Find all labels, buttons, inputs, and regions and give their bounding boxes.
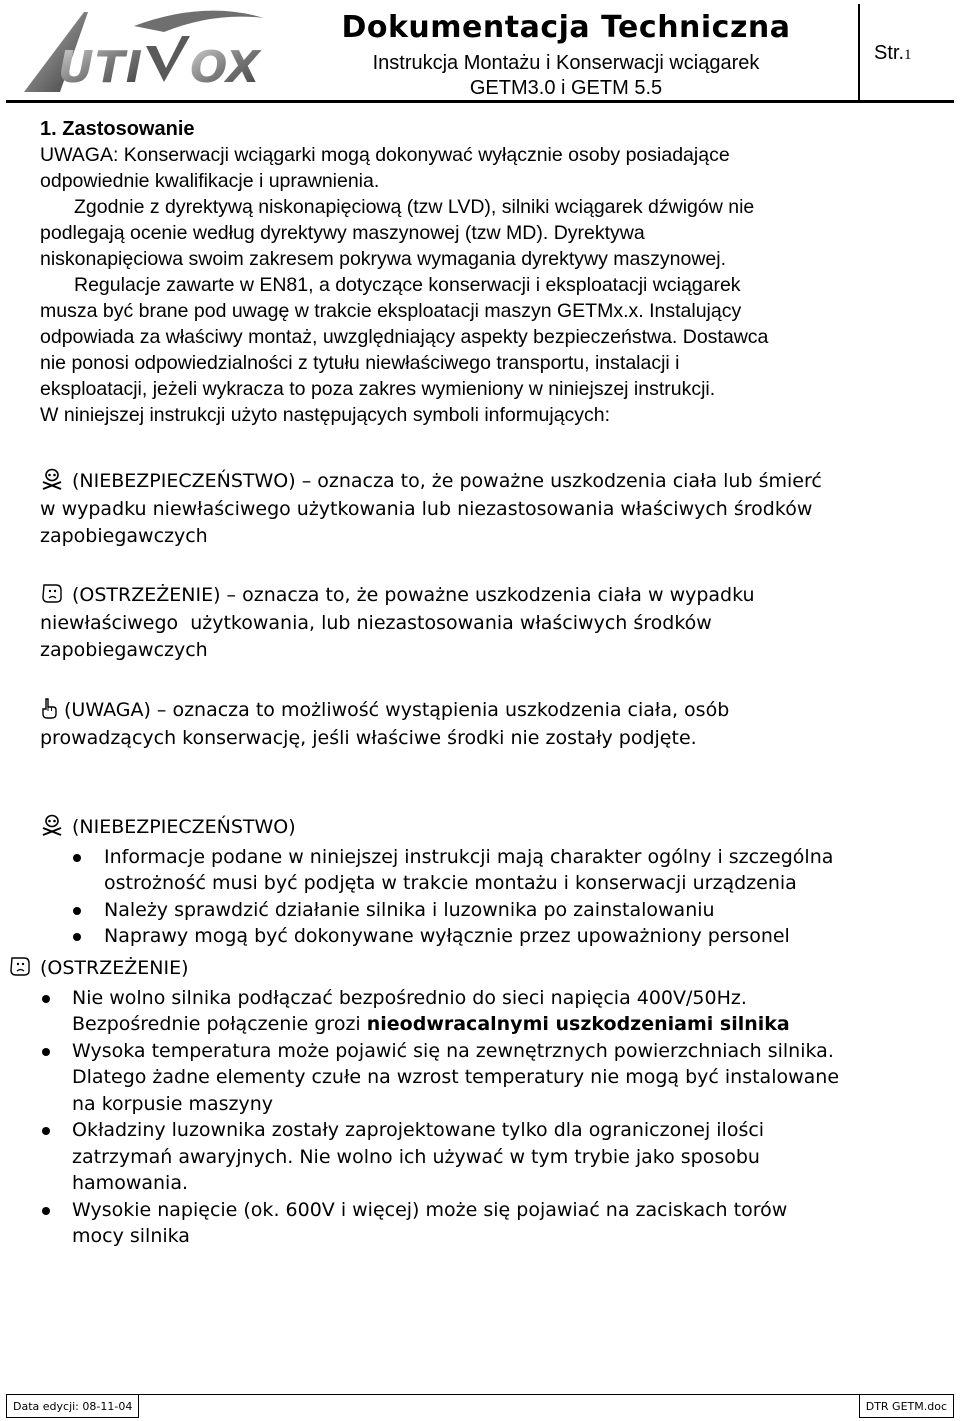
- bullet-line: Naprawy mogą być dokonywane wyłącznie przez upoważniony personel: [104, 925, 790, 947]
- bullet-line: Okładziny luzownika zostały zaprojektowane tylko dla ograniczonej ilości: [72, 1119, 765, 1141]
- warning-definition-line: zapobiegawczych: [40, 639, 208, 661]
- bullet-line: Nie wolno silnika podłączać bezpośrednio do sieci napięcia 400V/50Hz.: [72, 986, 747, 1009]
- list-item: [40, 923, 950, 950]
- bullet-line: zatrzymań awaryjnych. Nie wolno ich używać w tym trybie jako sposobu: [72, 1145, 760, 1168]
- bullet-dot: [42, 995, 50, 1003]
- bullet-text: Bezpośrednie połączenie grozi: [72, 1013, 367, 1035]
- bullet-dot: [73, 854, 81, 862]
- section-zastosowanie: [40, 116, 950, 428]
- intro-line: odpowiednie kwalifikacje i uprawnienia.: [40, 170, 380, 192]
- bullet-line: Wysokie napięcie (ok. 600V i więcej) może się pojawiać na zaciskach torów: [72, 1198, 788, 1221]
- body-line: W niniejszej instrukcji użyto następujących symboli informujących:: [40, 404, 611, 426]
- bullet-line: ostrożność musi być podjęta w trakcie montażu i konserwacji urządzenia: [104, 872, 797, 894]
- symbol-caution-definition: [40, 697, 950, 752]
- bullet-dot: [42, 1207, 50, 1215]
- document-model: GETM3.0 i GETM 5.5: [469, 77, 663, 99]
- edition-date: Data edycji: 08-11-04: [6, 1395, 139, 1418]
- skull-crossbones-icon: [40, 468, 64, 490]
- document-title: Dokumentacja Techniczna: [341, 10, 791, 45]
- document-filename: DTR GETM.doc: [859, 1395, 954, 1418]
- section-heading: 1. Zastosowanie: [40, 118, 195, 140]
- bullet-line: na korpusie maszyny: [72, 1092, 274, 1115]
- bullet-dot: [73, 933, 81, 941]
- header-divider: [858, 4, 860, 100]
- danger-definition-line: (NIEBEZPIECZEŃSTWO) – oznacza to, że poważne uszkodzenia ciała lub śmierć: [72, 470, 822, 492]
- body-line: musza być brane pod uwagę w trakcie eksploatacji maszyn GETMx.x. Instalujący: [40, 300, 742, 322]
- bullet-dot: [42, 1048, 50, 1056]
- page-footer: [6, 1394, 954, 1417]
- warning-definition-line: (OSTRZEŻENIE) – oznacza to, że poważne uszkodzenia ciała w wypadku: [72, 584, 755, 606]
- page-number: 1: [904, 47, 912, 63]
- symbol-warning-definition: [40, 582, 950, 665]
- warning-bullet-list: [8, 985, 948, 1250]
- body-line: eksploatacji, jeżeli wykracza to poza zakres wymieniony w niniejszej instrukcji.: [40, 378, 716, 400]
- body-line: Regulacje zawarte w EN81, a dotyczące konserwacji i eksploatacji wciągarek: [74, 274, 741, 296]
- symbol-danger-definition: [40, 468, 950, 551]
- danger-section: [40, 814, 950, 950]
- danger-section-heading: (NIEBEZPIECZEŃSTWO): [72, 816, 296, 838]
- danger-bullet-list: [40, 844, 950, 950]
- body-line: nie ponosi odpowiedzialności z tytułu niewłaściwego transportu, instalacji i: [40, 352, 680, 374]
- bullet-dot: [42, 1127, 50, 1135]
- body-line: Zgodnie z dyrektywą niskonapięciową (tzw LVD), silniki wciągarek dźwigów nie: [74, 196, 755, 218]
- intro-line: UWAGA: Konserwacji wciągarki mogą dokonywać wyłącznie osoby posiadające: [40, 144, 730, 166]
- page-indicator: [874, 42, 912, 65]
- danger-definition-line: zapobiegawczych: [40, 525, 208, 547]
- body-line: niskonapięciowa swoim zakresem pokrywa wymagania dyrektywy maszynowej.: [40, 248, 727, 270]
- bullet-line: Dlatego żadne elementy czułe na wzrost temperatury nie mogą być instalowane: [72, 1066, 840, 1088]
- list-item: [40, 897, 950, 924]
- pointing-hand-icon: [40, 697, 58, 719]
- body-line: odpowiada za właściwy montaż, uwzględniający aspekty bezpieczeństwa. Dostawca: [40, 326, 769, 348]
- bullet-line: [72, 1011, 948, 1038]
- warning-section: [8, 955, 948, 1250]
- list-item: [40, 844, 950, 897]
- warning-face-icon: [40, 582, 64, 604]
- bullet-line: Wysoka temperatura może pojawić się na zewnętrznych powierzchniach silnika.: [72, 1039, 834, 1062]
- autivox-logo: [14, 6, 274, 98]
- caution-definition-line: (UWAGA) – oznacza to możliwość wystąpienia uszkodzenia ciała, osób: [64, 699, 730, 721]
- list-item: [8, 1117, 948, 1197]
- document-subtitle: Instrukcja Montażu i Konserwacji wciągarek: [372, 52, 760, 74]
- danger-definition-line: w wypadku niewłaściwego użytkowania lub niezastosowania właściwych środków: [40, 497, 813, 520]
- warning-section-heading: (OSTRZEŻENIE): [40, 957, 189, 979]
- body-line: podlegają ocenie według dyrektywy maszynowej (tzw MD). Dyrektywa: [40, 222, 645, 244]
- bullet-line: hamowania.: [72, 1172, 189, 1194]
- bullet-emphasis: nieodwracalnymi uszkodzeniami silnika: [366, 1013, 790, 1035]
- warning-definition-line: niewłaściwego użytkowania, lub niezastosowania właściwych środków: [40, 611, 712, 634]
- svg-text:UTI: UTI: [58, 42, 144, 93]
- page-header: [6, 4, 954, 103]
- bullet-line: mocy silnika: [72, 1225, 190, 1247]
- bullet-line: Informacje podane w niniejszej instrukcji mają charakter ogólny i szczególna: [104, 845, 834, 868]
- list-item: [8, 985, 948, 1038]
- skull-crossbones-icon: [40, 814, 64, 836]
- bullet-line: Należy sprawdzić działanie silnika i luzownika po zainstalowaniu: [104, 898, 715, 921]
- list-item: [8, 1038, 948, 1118]
- svg-text:OX: OX: [190, 42, 260, 93]
- caution-definition-line: prowadzących konserwację, jeśli właściwe środki nie zostały podjęte.: [40, 726, 697, 749]
- list-item: [8, 1197, 948, 1250]
- warning-face-icon: [8, 955, 32, 977]
- page-label: Str.: [874, 42, 905, 64]
- bullet-dot: [73, 907, 81, 915]
